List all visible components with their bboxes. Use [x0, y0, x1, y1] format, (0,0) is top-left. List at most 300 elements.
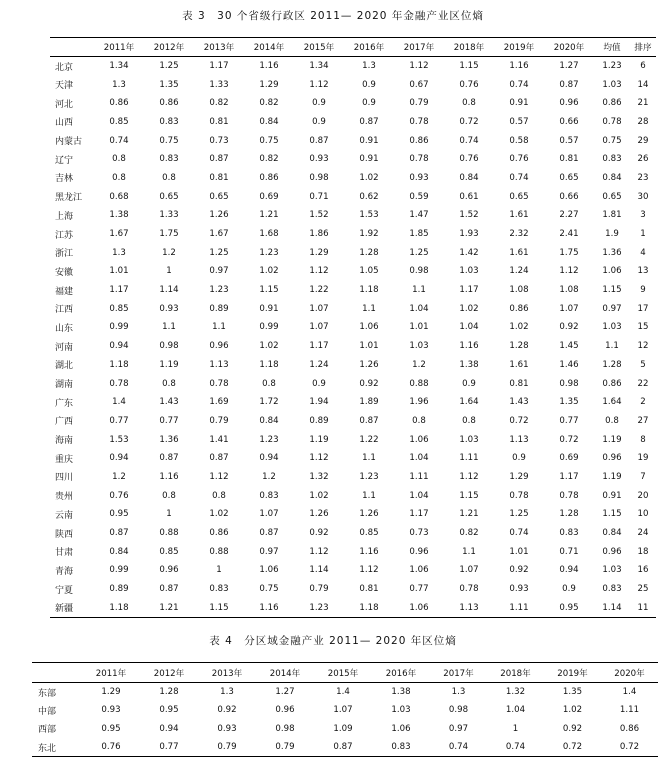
- data-cell: 0.76: [459, 79, 479, 90]
- data-cell: 1.33: [159, 210, 179, 221]
- data-cell: 0.8: [112, 154, 126, 165]
- data-cell: 1.13: [509, 434, 529, 445]
- table-row: [50, 187, 656, 206]
- data-cell: 1.12: [309, 266, 329, 277]
- column-header: 2018年: [444, 38, 494, 57]
- data-cell: 0.95: [101, 723, 121, 734]
- data-cell: 1.18: [109, 602, 129, 613]
- data-cell: 1.28: [159, 687, 179, 697]
- data-cell: 0.87: [333, 742, 353, 752]
- data-cell: 1.21: [259, 210, 279, 221]
- data-cell: 1.02: [562, 705, 583, 716]
- data-cell: 9: [640, 285, 646, 296]
- data-cell: 0.9: [312, 378, 326, 389]
- data-cell: 1.15: [602, 509, 622, 520]
- data-cell: 0.96: [602, 453, 622, 464]
- data-cell: 0.66: [559, 191, 579, 202]
- table-row: [32, 720, 658, 739]
- data-cell: 0.65: [509, 191, 529, 202]
- data-cell: 1.06: [409, 565, 429, 576]
- data-cell: 1.45: [559, 341, 579, 352]
- data-cell: 0.83: [259, 490, 279, 501]
- row-label: 河南: [55, 342, 74, 353]
- data-cell: 1.12: [409, 61, 429, 72]
- data-cell: 0.77: [559, 415, 579, 426]
- data-cell: 0.83: [159, 116, 179, 127]
- column-header: 2018年: [487, 663, 544, 683]
- data-cell: 0.73: [209, 135, 229, 146]
- row-label: 安徽: [55, 267, 74, 278]
- data-cell: 0.92: [562, 723, 583, 734]
- data-cell: 0.76: [101, 742, 121, 752]
- data-cell: 0.84: [259, 415, 279, 426]
- column-header: 2011年: [82, 663, 140, 683]
- column-header: 2020年: [544, 38, 594, 57]
- data-cell: 1.38: [109, 210, 129, 221]
- data-cell: 1.32: [505, 687, 526, 697]
- data-cell: 0.91: [509, 98, 529, 109]
- data-cell: 12: [637, 341, 649, 352]
- data-cell: 1.2: [412, 359, 426, 370]
- data-cell: 0.87: [159, 584, 179, 595]
- data-cell: 0.8: [412, 415, 426, 426]
- data-cell: 1.94: [309, 397, 329, 408]
- data-cell: 1.25: [209, 247, 229, 258]
- column-header: 2014年: [256, 663, 314, 683]
- data-cell: 0.9: [312, 98, 326, 109]
- data-cell: 1.36: [602, 247, 622, 258]
- table-row: [50, 113, 656, 132]
- data-cell: 1.17: [309, 341, 329, 352]
- data-cell: 1.14: [602, 602, 622, 613]
- data-cell: 1.14: [309, 565, 329, 576]
- column-header: 2014年: [244, 38, 294, 57]
- data-cell: 1.14: [159, 285, 179, 296]
- data-cell: 1.03: [409, 341, 429, 352]
- data-cell: 11: [637, 602, 649, 613]
- data-cell: 1.06: [602, 266, 622, 277]
- data-cell: 1.41: [209, 434, 229, 445]
- table-row: [50, 94, 656, 113]
- data-cell: 0.97: [448, 723, 469, 734]
- row-label: 中部: [38, 706, 57, 717]
- data-cell: 0.94: [109, 341, 129, 352]
- data-cell: 0.83: [209, 584, 229, 595]
- data-cell: 0.8: [605, 415, 619, 426]
- column-header: 2013年: [194, 38, 244, 57]
- data-cell: 0.65: [559, 172, 579, 183]
- data-cell: 1.29: [259, 79, 279, 90]
- data-cell: 0.74: [505, 742, 526, 752]
- data-cell: 0.83: [559, 528, 579, 539]
- data-cell: 1.3: [220, 687, 234, 697]
- row-label: 内蒙古: [55, 137, 83, 148]
- data-cell: 1.53: [109, 434, 129, 445]
- data-cell: 0.72: [509, 415, 529, 426]
- data-cell: 0.78: [509, 490, 529, 501]
- data-cell: 1.16: [159, 471, 179, 482]
- data-cell: 0.76: [109, 490, 129, 501]
- data-cell: 0.94: [109, 453, 129, 464]
- data-cell: 0.72: [459, 116, 479, 127]
- row-label: 河北: [55, 99, 74, 110]
- data-cell: 1.16: [509, 61, 529, 72]
- data-cell: 0.92: [217, 705, 237, 716]
- data-cell: 0.99: [109, 565, 129, 576]
- table-row: [50, 580, 656, 599]
- data-cell: 3: [640, 210, 646, 221]
- data-cell: 1.29: [509, 471, 529, 482]
- data-cell: 1.02: [259, 341, 279, 352]
- table-row: [50, 169, 656, 188]
- data-cell: 1.06: [391, 723, 411, 734]
- data-cell: 1.04: [409, 490, 429, 501]
- row-label: 山东: [55, 323, 74, 334]
- data-cell: 0.96: [159, 565, 179, 576]
- data-cell: 20: [637, 490, 649, 501]
- data-cell: 0.86: [602, 378, 622, 389]
- data-cell: 0.92: [559, 322, 579, 333]
- data-cell: 1.18: [359, 602, 379, 613]
- table-row: [50, 225, 656, 244]
- data-cell: 15: [637, 322, 649, 333]
- data-cell: 0.79: [275, 742, 295, 752]
- data-cell: 0.94: [159, 723, 179, 734]
- data-cell: 30: [637, 191, 649, 202]
- table-row: [32, 738, 658, 757]
- table4-caption: 表 4 分区域金融产业 2011— 2020 年区位熵: [209, 635, 457, 647]
- data-cell: 1.03: [391, 705, 411, 716]
- data-cell: 1.35: [159, 79, 179, 90]
- data-cell: 0.87: [159, 453, 179, 464]
- data-cell: 0.65: [159, 191, 179, 202]
- data-cell: 1.17: [559, 471, 579, 482]
- data-cell: 0.82: [259, 154, 279, 165]
- data-cell: 0.78: [409, 116, 429, 127]
- row-label: 广东: [55, 398, 74, 409]
- data-cell: 0.57: [509, 116, 529, 127]
- data-cell: 1.17: [459, 285, 479, 296]
- data-cell: 1.64: [459, 397, 479, 408]
- table-row: [50, 57, 656, 76]
- data-cell: 1.52: [459, 210, 479, 221]
- data-cell: 6: [640, 61, 646, 72]
- data-cell: 1.11: [459, 453, 479, 464]
- data-cell: 0.79: [309, 584, 329, 595]
- data-cell: 21: [637, 98, 649, 109]
- data-cell: 1.06: [259, 565, 279, 576]
- data-cell: 1.15: [459, 490, 479, 501]
- data-cell: 1.75: [559, 247, 579, 258]
- data-cell: 0.96: [602, 546, 622, 557]
- data-cell: 0.74: [509, 79, 529, 90]
- data-cell: 1.1: [362, 303, 376, 314]
- data-cell: 0.91: [602, 490, 622, 501]
- data-cell: 0.78: [209, 378, 229, 389]
- data-cell: 0.99: [109, 322, 129, 333]
- data-cell: 1.16: [359, 546, 379, 557]
- row-label: 广西: [55, 417, 74, 428]
- data-cell: 1.07: [333, 705, 353, 716]
- table4-header-row: [32, 663, 658, 683]
- data-cell: 0.78: [459, 584, 479, 595]
- table-row: [50, 561, 656, 580]
- data-cell: 1.01: [509, 546, 529, 557]
- row-label: 四川: [55, 473, 74, 484]
- data-cell: 1.1: [412, 285, 426, 296]
- data-cell: 1.89: [359, 397, 379, 408]
- row-label: 青海: [55, 566, 74, 577]
- table-row: [50, 75, 656, 94]
- table3-caption: 表 3 30 个省级行政区 2011— 2020 年金融产业区位熵: [182, 10, 484, 22]
- data-cell: 0.79: [409, 98, 429, 109]
- column-header: 2012年: [144, 38, 194, 57]
- data-cell: 1.3: [112, 79, 126, 90]
- data-cell: 0.81: [509, 378, 529, 389]
- row-label: 黑龙江: [55, 193, 83, 204]
- table-row: [50, 449, 656, 468]
- data-cell: 1.22: [359, 434, 379, 445]
- data-cell: 1.19: [159, 359, 179, 370]
- data-cell: 1.24: [509, 266, 529, 277]
- data-cell: 1.2: [112, 471, 126, 482]
- data-cell: 1.34: [309, 61, 329, 72]
- data-cell: 1.07: [459, 565, 479, 576]
- data-cell: 0.85: [159, 546, 179, 557]
- data-cell: 2.27: [559, 210, 579, 221]
- data-cell: 13: [637, 266, 649, 277]
- data-cell: 0.83: [602, 154, 622, 165]
- data-cell: 1.02: [209, 509, 229, 520]
- data-cell: 0.93: [101, 705, 121, 716]
- data-cell: 1.26: [359, 509, 379, 520]
- data-cell: 0.78: [559, 490, 579, 501]
- data-cell: 0.78: [109, 378, 129, 389]
- data-cell: 1.3: [112, 247, 126, 258]
- data-cell: 8: [640, 434, 646, 445]
- data-cell: 1.13: [459, 602, 479, 613]
- data-cell: 1.42: [459, 247, 479, 258]
- data-cell: 1.03: [602, 322, 622, 333]
- data-cell: 1.23: [602, 61, 622, 72]
- data-cell: 1.43: [509, 397, 529, 408]
- column-header: 2020年: [601, 663, 658, 683]
- data-cell: 1.2: [162, 247, 176, 258]
- data-cell: 0.73: [409, 528, 429, 539]
- data-cell: 0.92: [359, 378, 379, 389]
- data-cell: 2.32: [509, 229, 529, 240]
- data-cell: 0.69: [559, 453, 579, 464]
- table-row: [50, 299, 656, 318]
- data-cell: 0.9: [562, 584, 576, 595]
- data-cell: 1.23: [209, 285, 229, 296]
- data-cell: 1.81: [602, 210, 622, 221]
- data-cell: 1.02: [509, 322, 529, 333]
- table-row: [50, 412, 656, 431]
- table-row: [50, 281, 656, 300]
- row-label: 甘肃: [55, 548, 74, 559]
- data-cell: 0.9: [462, 378, 476, 389]
- table-row: [50, 262, 656, 281]
- data-cell: 1.01: [409, 322, 429, 333]
- data-cell: 0.96: [409, 546, 429, 557]
- data-cell: 0.93: [509, 584, 529, 595]
- data-cell: 1.35: [562, 687, 583, 697]
- data-cell: 0.8: [212, 490, 226, 501]
- table-row: [50, 524, 656, 543]
- data-cell: 0.65: [602, 191, 622, 202]
- table4-region-location-entropy: [32, 662, 658, 757]
- data-cell: 1.28: [509, 341, 529, 352]
- data-cell: 1.24: [309, 359, 329, 370]
- data-cell: 0.88: [209, 546, 229, 557]
- data-cell: 0.74: [509, 172, 529, 183]
- data-cell: 0.86: [619, 723, 640, 734]
- data-cell: 25: [637, 584, 649, 595]
- table3-province-location-entropy: [50, 37, 656, 618]
- column-header: 2015年: [314, 663, 372, 683]
- table-row: [50, 430, 656, 449]
- data-cell: 0.91: [359, 154, 379, 165]
- data-cell: 0.81: [359, 584, 379, 595]
- column-header: 2016年: [372, 663, 430, 683]
- data-cell: 1.1: [362, 453, 376, 464]
- table-row: [50, 356, 656, 375]
- row-label: 山西: [55, 118, 74, 129]
- column-header: 2016年: [344, 38, 394, 57]
- data-cell: 1.32: [309, 471, 329, 482]
- data-cell: 14: [637, 79, 649, 90]
- data-cell: 1.05: [359, 266, 379, 277]
- data-cell: 1.46: [559, 359, 579, 370]
- table-row: [50, 337, 656, 356]
- data-cell: 1.23: [309, 602, 329, 613]
- data-cell: 0.86: [509, 303, 529, 314]
- row-label: 陕西: [55, 529, 74, 540]
- data-cell: 0.96: [559, 98, 579, 109]
- data-cell: 0.94: [559, 565, 579, 576]
- data-cell: 1.53: [359, 210, 379, 221]
- data-cell: 1.23: [359, 471, 379, 482]
- data-cell: 18: [637, 546, 649, 557]
- data-cell: 0.98: [448, 705, 469, 716]
- data-cell: 1.26: [209, 210, 229, 221]
- row-label: 吉林: [55, 174, 74, 185]
- data-cell: 1.12: [359, 565, 379, 576]
- data-cell: 10: [637, 509, 649, 520]
- table-row: [32, 683, 658, 702]
- data-cell: 0.9: [512, 453, 526, 464]
- data-cell: 29: [637, 135, 649, 146]
- data-cell: 1.16: [259, 602, 279, 613]
- data-cell: 1.68: [259, 229, 279, 240]
- data-cell: 0.8: [162, 172, 176, 183]
- data-cell: 19: [637, 453, 649, 464]
- data-cell: 0.82: [459, 528, 479, 539]
- data-cell: 1.13: [209, 359, 229, 370]
- data-cell: 0.87: [259, 528, 279, 539]
- data-cell: 0.87: [559, 79, 579, 90]
- data-cell: 0.61: [459, 191, 479, 202]
- data-cell: 0.8: [262, 378, 276, 389]
- data-cell: 0.89: [209, 303, 229, 314]
- row-label: 云南: [55, 510, 74, 521]
- data-cell: 0.76: [509, 154, 529, 165]
- data-cell: 1.12: [459, 471, 479, 482]
- data-cell: 1: [166, 266, 172, 277]
- data-cell: 0.74: [109, 135, 129, 146]
- data-cell: 0.97: [259, 546, 279, 557]
- data-cell: 0.72: [559, 434, 579, 445]
- data-cell: 0.75: [259, 135, 279, 146]
- data-cell: 1.04: [409, 303, 429, 314]
- row-label: 西部: [38, 725, 57, 736]
- data-cell: 0.81: [209, 116, 229, 127]
- data-cell: 0.81: [209, 172, 229, 183]
- data-cell: 1.1: [362, 490, 376, 501]
- data-cell: 5: [640, 359, 646, 370]
- row-label: 上海: [55, 211, 74, 222]
- column-header: 2015年: [294, 38, 344, 57]
- data-cell: 0.83: [391, 742, 411, 752]
- data-cell: 0.79: [209, 415, 229, 426]
- row-label: 北京: [55, 62, 74, 73]
- data-cell: 1.34: [109, 61, 129, 72]
- data-cell: 1.28: [602, 359, 622, 370]
- data-cell: 1: [512, 723, 519, 734]
- table-row: [50, 318, 656, 337]
- data-cell: 0.59: [409, 191, 429, 202]
- row-label: 海南: [55, 436, 74, 447]
- data-cell: 1.16: [459, 341, 479, 352]
- data-cell: 1.21: [159, 602, 179, 613]
- data-cell: 0.9: [362, 98, 376, 109]
- data-cell: 0.86: [409, 135, 429, 146]
- data-cell: 0.9: [362, 79, 376, 90]
- data-cell: 1.11: [619, 705, 640, 716]
- data-cell: 1.61: [509, 359, 529, 370]
- data-cell: 0.81: [559, 154, 579, 165]
- row-label: 辽宁: [55, 155, 74, 166]
- data-cell: 0.75: [259, 584, 279, 595]
- data-cell: 1.16: [259, 61, 279, 72]
- data-cell: 0.86: [602, 98, 622, 109]
- data-cell: 0.68: [109, 191, 129, 202]
- data-cell: 1.02: [259, 266, 279, 277]
- data-cell: 1.06: [409, 434, 429, 445]
- data-cell: 0.9: [312, 116, 326, 127]
- data-cell: 0.71: [559, 546, 579, 557]
- data-cell: 1.93: [459, 229, 479, 240]
- data-cell: 1.11: [409, 471, 429, 482]
- data-cell: 0.89: [309, 415, 329, 426]
- data-cell: 1.92: [359, 229, 379, 240]
- data-cell: 1.29: [309, 247, 329, 258]
- data-cell: 1.12: [209, 471, 229, 482]
- data-cell: 0.77: [409, 584, 429, 595]
- data-cell: 1.67: [209, 229, 229, 240]
- data-cell: 0.8: [162, 490, 176, 501]
- data-cell: 1.86: [309, 229, 329, 240]
- data-cell: 28: [637, 116, 649, 127]
- data-cell: 0.85: [109, 116, 129, 127]
- data-cell: 1.96: [409, 397, 429, 408]
- table-row: [50, 468, 656, 487]
- data-cell: 0.75: [602, 135, 622, 146]
- data-cell: 1.15: [602, 285, 622, 296]
- data-cell: 1.38: [459, 359, 479, 370]
- data-cell: 24: [637, 528, 649, 539]
